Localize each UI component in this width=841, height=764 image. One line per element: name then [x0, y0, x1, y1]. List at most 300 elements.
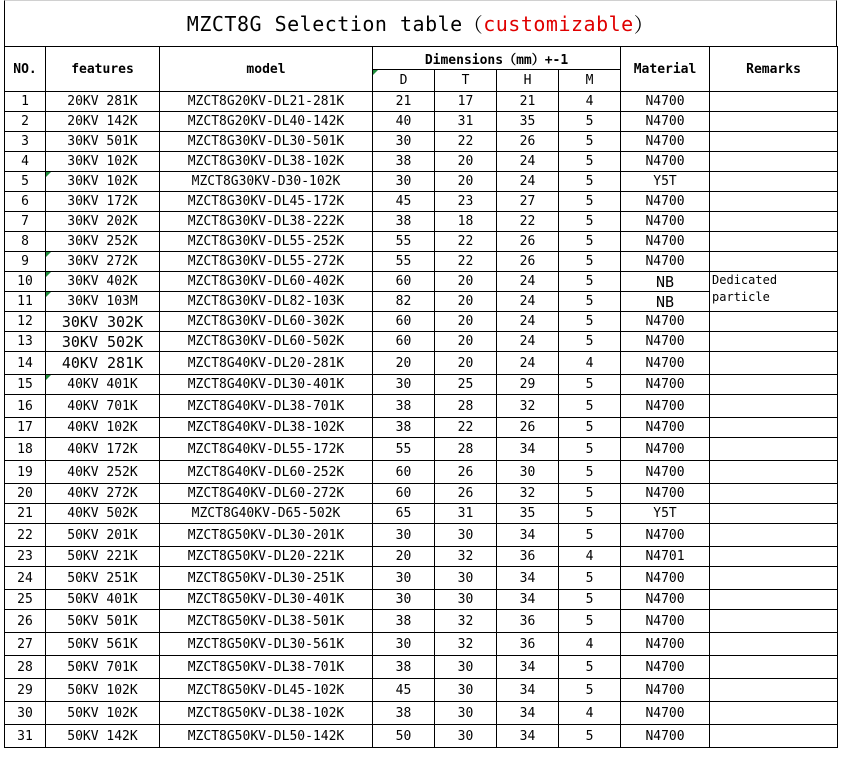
- cell-t: 30: [435, 702, 497, 725]
- cell-features: 40KV 272K: [46, 484, 160, 504]
- cell-no: 25: [5, 590, 46, 610]
- table-row: [5, 418, 838, 438]
- cell-remarks: [710, 461, 838, 484]
- cell-model: MZCT8G50KV-DL30-561K: [160, 633, 373, 656]
- cell-features: 20KV 142K: [46, 112, 160, 132]
- table-row: [5, 633, 838, 656]
- cell-m: 5: [559, 524, 621, 547]
- cell-remarks: [710, 375, 838, 395]
- cell-h: 34: [497, 702, 559, 725]
- cell-h: 34: [497, 725, 559, 748]
- cell-d: 30: [373, 567, 435, 590]
- cell-no: 26: [5, 610, 46, 633]
- cell-t: 30: [435, 725, 497, 748]
- cell-remarks: [710, 656, 838, 679]
- cell-d: 30: [373, 524, 435, 547]
- cell-features: 30KV 502K: [46, 332, 160, 352]
- table-row: [5, 547, 838, 567]
- cell-no: 4: [5, 152, 46, 172]
- cell-h: 24: [497, 352, 559, 375]
- cell-h: 24: [497, 332, 559, 352]
- cell-features: 50KV 102K: [46, 702, 160, 725]
- cell-t: 30: [435, 590, 497, 610]
- cell-t: 32: [435, 610, 497, 633]
- cell-m: 5: [559, 292, 621, 312]
- cell-remarks: [710, 438, 838, 461]
- cell-material: N4700: [621, 152, 710, 172]
- cell-m: 5: [559, 590, 621, 610]
- header-t: T: [435, 70, 497, 92]
- cell-m: 5: [559, 132, 621, 152]
- cell-no: 31: [5, 725, 46, 748]
- table-row: [5, 252, 838, 272]
- cell-t: 20: [435, 152, 497, 172]
- cell-d: 50: [373, 725, 435, 748]
- cell-no: 9: [5, 252, 46, 272]
- cell-model: MZCT8G50KV-DL38-102K: [160, 702, 373, 725]
- cell-no: 7: [5, 212, 46, 232]
- cell-d: 55: [373, 438, 435, 461]
- cell-material: N4700: [621, 192, 710, 212]
- cell-d: 20: [373, 352, 435, 375]
- cell-d: 45: [373, 192, 435, 212]
- cell-model: MZCT8G30KV-DL45-172K: [160, 192, 373, 212]
- cell-material: N4700: [621, 590, 710, 610]
- cell-h: 21: [497, 92, 559, 112]
- cell-remarks: [710, 524, 838, 547]
- cell-remarks: [710, 633, 838, 656]
- cell-no: 2: [5, 112, 46, 132]
- cell-d: 60: [373, 461, 435, 484]
- cell-d: 30: [373, 132, 435, 152]
- cell-d: 38: [373, 212, 435, 232]
- cell-h: 30: [497, 461, 559, 484]
- cell-h: 32: [497, 395, 559, 418]
- cell-material: N4700: [621, 438, 710, 461]
- cell-material: N4700: [621, 352, 710, 375]
- cell-features: 30KV 402K: [46, 272, 160, 292]
- cell-h: 36: [497, 633, 559, 656]
- title-main: MZCT8G Selection table: [186, 11, 463, 36]
- cell-features: 50KV 401K: [46, 590, 160, 610]
- cell-features: 50KV 561K: [46, 633, 160, 656]
- cell-material: N4700: [621, 679, 710, 702]
- cell-remarks: [710, 192, 838, 212]
- cell-remarks: [710, 547, 838, 567]
- table-row: [5, 610, 838, 633]
- cell-h: 34: [497, 679, 559, 702]
- cell-d: 38: [373, 395, 435, 418]
- cell-features: 20KV 281K: [46, 92, 160, 112]
- cell-features: 30KV 501K: [46, 132, 160, 152]
- cell-features: 30KV 302K: [46, 312, 160, 332]
- cell-h: 36: [497, 610, 559, 633]
- cell-h: 24: [497, 152, 559, 172]
- cell-no: 20: [5, 484, 46, 504]
- table-row: [5, 312, 838, 332]
- cell-t: 20: [435, 292, 497, 312]
- cell-d: 30: [373, 633, 435, 656]
- header-dimensions: Dimensions（mm）+-1: [373, 47, 621, 70]
- cell-model: MZCT8G40KV-D65-502K: [160, 504, 373, 524]
- cell-model: MZCT8G30KV-DL38-102K: [160, 152, 373, 172]
- cell-t: 26: [435, 484, 497, 504]
- cell-no: 16: [5, 395, 46, 418]
- table-row: [5, 461, 838, 484]
- cell-features: 50KV 201K: [46, 524, 160, 547]
- cell-model: MZCT8G30KV-DL55-252K: [160, 232, 373, 252]
- cell-model: MZCT8G30KV-DL55-272K: [160, 252, 373, 272]
- cell-t: 30: [435, 524, 497, 547]
- table-title: [4, 0, 837, 46]
- cell-h: 36: [497, 547, 559, 567]
- cell-features: 40KV 102K: [46, 418, 160, 438]
- cell-t: 31: [435, 112, 497, 132]
- cell-m: 5: [559, 504, 621, 524]
- table-row: [5, 152, 838, 172]
- cell-model: MZCT8G40KV-DL60-272K: [160, 484, 373, 504]
- cell-model: MZCT8G40KV-DL38-102K: [160, 418, 373, 438]
- cell-material: N4700: [621, 92, 710, 112]
- cell-features: 40KV 701K: [46, 395, 160, 418]
- cell-remarks: [710, 418, 838, 438]
- cell-h: 24: [497, 292, 559, 312]
- cell-model: MZCT8G40KV-DL60-252K: [160, 461, 373, 484]
- cell-material: N4700: [621, 567, 710, 590]
- cell-t: 28: [435, 438, 497, 461]
- header-no: NO.: [5, 47, 46, 92]
- header-d: D: [373, 70, 435, 92]
- cell-m: 5: [559, 332, 621, 352]
- cell-model: MZCT8G40KV-DL38-701K: [160, 395, 373, 418]
- cell-m: 5: [559, 375, 621, 395]
- cell-m: 4: [559, 92, 621, 112]
- cell-t: 22: [435, 418, 497, 438]
- cell-d: 82: [373, 292, 435, 312]
- cell-model: MZCT8G50KV-DL45-102K: [160, 679, 373, 702]
- cell-d: 38: [373, 656, 435, 679]
- cell-material: N4700: [621, 524, 710, 547]
- cell-material: N4700: [621, 332, 710, 352]
- cell-model: MZCT8G30KV-DL38-222K: [160, 212, 373, 232]
- cell-material: N4700: [621, 484, 710, 504]
- cell-m: 4: [559, 352, 621, 375]
- cell-no: 19: [5, 461, 46, 484]
- cell-model: MZCT8G50KV-DL20-221K: [160, 547, 373, 567]
- cell-material: N4700: [621, 633, 710, 656]
- cell-m: 5: [559, 567, 621, 590]
- cell-m: 5: [559, 656, 621, 679]
- cell-t: 18: [435, 212, 497, 232]
- cell-remarks: [710, 484, 838, 504]
- cell-t: 22: [435, 252, 497, 272]
- cell-no: 22: [5, 524, 46, 547]
- cell-model: MZCT8G30KV-DL60-502K: [160, 332, 373, 352]
- cell-d: 60: [373, 272, 435, 292]
- cell-h: 35: [497, 112, 559, 132]
- cell-material: N4700: [621, 610, 710, 633]
- cell-t: 30: [435, 567, 497, 590]
- cell-d: 60: [373, 332, 435, 352]
- cell-t: 30: [435, 656, 497, 679]
- cell-remarks: [710, 679, 838, 702]
- cell-model: MZCT8G30KV-DL30-501K: [160, 132, 373, 152]
- cell-t: 31: [435, 504, 497, 524]
- cell-d: 38: [373, 702, 435, 725]
- cell-material: Y5T: [621, 504, 710, 524]
- cell-material: N4700: [621, 312, 710, 332]
- header-remarks: Remarks: [710, 47, 838, 92]
- cell-model: MZCT8G30KV-DL60-302K: [160, 312, 373, 332]
- remarks-line-2: particle: [712, 290, 770, 304]
- cell-m: 5: [559, 395, 621, 418]
- table-row: [5, 524, 838, 547]
- cell-features: 30KV 272K: [46, 252, 160, 272]
- cell-no: 5: [5, 172, 46, 192]
- selection-table: [4, 46, 838, 748]
- cell-no: 14: [5, 352, 46, 375]
- cell-remarks: [710, 504, 838, 524]
- cell-m: 5: [559, 418, 621, 438]
- cell-m: 5: [559, 172, 621, 192]
- cell-d: 30: [373, 172, 435, 192]
- cell-features: 40KV 401K: [46, 375, 160, 395]
- cell-remarks: [710, 232, 838, 252]
- cell-material: N4700: [621, 212, 710, 232]
- table-row: [5, 232, 838, 252]
- cell-remarks: [710, 590, 838, 610]
- table-row: [5, 679, 838, 702]
- cell-no: 27: [5, 633, 46, 656]
- header-model: model: [160, 47, 373, 92]
- cell-features: 50KV 701K: [46, 656, 160, 679]
- cell-m: 5: [559, 232, 621, 252]
- cell-model: MZCT8G20KV-DL40-142K: [160, 112, 373, 132]
- cell-features: 40KV 172K: [46, 438, 160, 461]
- cell-no: 8: [5, 232, 46, 252]
- cell-material: N4700: [621, 461, 710, 484]
- cell-t: 32: [435, 547, 497, 567]
- table-row: [5, 567, 838, 590]
- cell-m: 5: [559, 252, 621, 272]
- cell-features: 50KV 221K: [46, 547, 160, 567]
- cell-no: 12: [5, 312, 46, 332]
- header-m: M: [559, 70, 621, 92]
- cell-no: 1: [5, 92, 46, 112]
- cell-remarks: [710, 152, 838, 172]
- cell-features: 40KV 281K: [46, 352, 160, 375]
- cell-remarks: [710, 567, 838, 590]
- cell-material: N4700: [621, 418, 710, 438]
- cell-h: 32: [497, 484, 559, 504]
- cell-no: 28: [5, 656, 46, 679]
- cell-material: N4700: [621, 112, 710, 132]
- table-row: [5, 590, 838, 610]
- cell-no: 18: [5, 438, 46, 461]
- cell-t: 20: [435, 172, 497, 192]
- cell-no: 10: [5, 272, 46, 292]
- table-row: [5, 438, 838, 461]
- cell-t: 17: [435, 92, 497, 112]
- cell-features: 40KV 502K: [46, 504, 160, 524]
- cell-features: 30KV 102K: [46, 172, 160, 192]
- cell-m: 5: [559, 152, 621, 172]
- cell-features: 30KV 103M: [46, 292, 160, 312]
- cell-t: 22: [435, 132, 497, 152]
- cell-material: N4700: [621, 375, 710, 395]
- table-row: [5, 192, 838, 212]
- cell-remarks: [710, 92, 838, 112]
- cell-h: 29: [497, 375, 559, 395]
- cell-t: 30: [435, 679, 497, 702]
- cell-model: MZCT8G40KV-DL55-172K: [160, 438, 373, 461]
- cell-model: MZCT8G50KV-DL30-201K: [160, 524, 373, 547]
- cell-material: N4700: [621, 232, 710, 252]
- cell-d: 38: [373, 152, 435, 172]
- cell-m: 5: [559, 272, 621, 292]
- cell-h: 26: [497, 232, 559, 252]
- remarks-line-1: Dedicated: [712, 273, 778, 287]
- cell-h: 34: [497, 524, 559, 547]
- cell-no: 30: [5, 702, 46, 725]
- cell-material: N4700: [621, 656, 710, 679]
- cell-model: MZCT8G20KV-DL21-281K: [160, 92, 373, 112]
- cell-m: 5: [559, 725, 621, 748]
- cell-material: NB: [621, 292, 710, 312]
- cell-features: 30KV 102K: [46, 152, 160, 172]
- cell-t: 28: [435, 395, 497, 418]
- cell-material: NB: [621, 272, 710, 292]
- cell-d: 60: [373, 312, 435, 332]
- cell-d: 21: [373, 92, 435, 112]
- cell-h: 35: [497, 504, 559, 524]
- cell-material: Y5T: [621, 172, 710, 192]
- cell-remarks: [710, 352, 838, 375]
- cell-features: 50KV 102K: [46, 679, 160, 702]
- cell-no: 13: [5, 332, 46, 352]
- cell-remarks: [710, 725, 838, 748]
- cell-features: 30KV 202K: [46, 212, 160, 232]
- cell-h: 26: [497, 132, 559, 152]
- cell-d: 30: [373, 590, 435, 610]
- cell-m: 5: [559, 484, 621, 504]
- header-h: H: [497, 70, 559, 92]
- title-customizable: customizable: [483, 11, 634, 36]
- cell-m: 5: [559, 679, 621, 702]
- cell-no: 15: [5, 375, 46, 395]
- cell-t: 26: [435, 461, 497, 484]
- table-body: [5, 92, 838, 748]
- cell-model: MZCT8G40KV-DL30-401K: [160, 375, 373, 395]
- cell-model: MZCT8G50KV-DL50-142K: [160, 725, 373, 748]
- cell-d: 60: [373, 484, 435, 504]
- cell-remarks: [710, 702, 838, 725]
- cell-d: 45: [373, 679, 435, 702]
- cell-remarks: [710, 172, 838, 192]
- cell-h: 24: [497, 272, 559, 292]
- cell-t: 20: [435, 352, 497, 375]
- cell-no: 23: [5, 547, 46, 567]
- cell-remarks: [710, 610, 838, 633]
- cell-remarks: [710, 312, 838, 332]
- cell-no: 3: [5, 132, 46, 152]
- table-row: [5, 212, 838, 232]
- cell-material: N4700: [621, 252, 710, 272]
- cell-d: 20: [373, 547, 435, 567]
- cell-material: N4700: [621, 702, 710, 725]
- cell-remarks: [710, 132, 838, 152]
- cell-no: 24: [5, 567, 46, 590]
- cell-no: 29: [5, 679, 46, 702]
- table-row: [5, 172, 838, 192]
- cell-remarks: [710, 332, 838, 352]
- table-row: [5, 656, 838, 679]
- cell-t: 20: [435, 332, 497, 352]
- cell-d: 40: [373, 112, 435, 132]
- table-row: [5, 132, 838, 152]
- cell-m: 5: [559, 112, 621, 132]
- cell-model: MZCT8G50KV-DL38-501K: [160, 610, 373, 633]
- cell-no: 11: [5, 292, 46, 312]
- cell-h: 26: [497, 418, 559, 438]
- title-paren-close: ）: [633, 13, 655, 37]
- cell-m: 4: [559, 702, 621, 725]
- cell-model: MZCT8G30KV-DL82-103K: [160, 292, 373, 312]
- table-row: [5, 484, 838, 504]
- cell-d: 65: [373, 504, 435, 524]
- cell-model: MZCT8G50KV-DL30-251K: [160, 567, 373, 590]
- table-row: [5, 504, 838, 524]
- cell-features: 50KV 501K: [46, 610, 160, 633]
- table-row: [5, 112, 838, 132]
- cell-t: 23: [435, 192, 497, 212]
- cell-no: 6: [5, 192, 46, 212]
- cell-h: 34: [497, 656, 559, 679]
- cell-material: N4700: [621, 725, 710, 748]
- cell-t: 22: [435, 232, 497, 252]
- cell-no: 21: [5, 504, 46, 524]
- cell-d: 55: [373, 232, 435, 252]
- table-row: [5, 92, 838, 112]
- cell-m: 4: [559, 547, 621, 567]
- cell-material: N4700: [621, 395, 710, 418]
- cell-model: MZCT8G40KV-DL20-281K: [160, 352, 373, 375]
- cell-d: 38: [373, 418, 435, 438]
- cell-h: 24: [497, 312, 559, 332]
- cell-model: MZCT8G50KV-DL38-701K: [160, 656, 373, 679]
- cell-remarks: [710, 112, 838, 132]
- title-paren-open: （: [462, 13, 484, 37]
- cell-model: MZCT8G30KV-DL60-402K: [160, 272, 373, 292]
- table-row: [5, 352, 838, 375]
- table-row: [5, 332, 838, 352]
- cell-h: 24: [497, 172, 559, 192]
- table-row: [5, 725, 838, 748]
- table-row: [5, 702, 838, 725]
- cell-d: 30: [373, 375, 435, 395]
- cell-features: 50KV 251K: [46, 567, 160, 590]
- cell-m: 5: [559, 610, 621, 633]
- cell-material: N4701: [621, 547, 710, 567]
- table-row: [5, 375, 838, 395]
- header-features: features: [46, 47, 160, 92]
- cell-material: N4700: [621, 132, 710, 152]
- cell-remarks: [710, 212, 838, 232]
- cell-t: 32: [435, 633, 497, 656]
- cell-h: 34: [497, 567, 559, 590]
- table-row: [5, 272, 838, 292]
- cell-features: 50KV 142K: [46, 725, 160, 748]
